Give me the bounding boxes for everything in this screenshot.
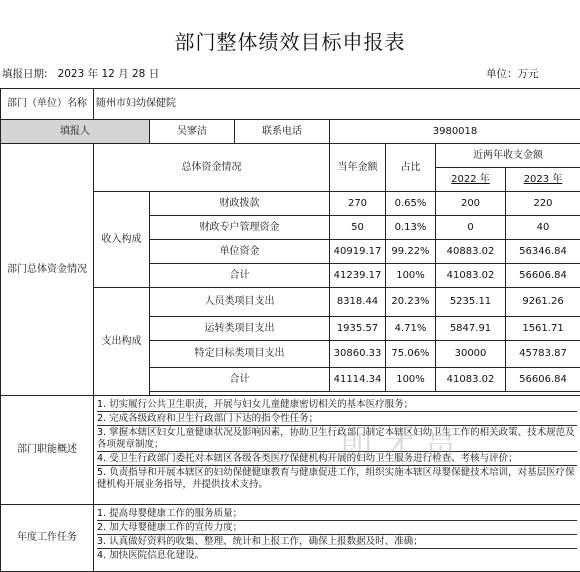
row-2022: 41083.02 [436, 264, 506, 288]
recent-header: 近两年收支金额 [436, 144, 580, 168]
row-item: 合计 [150, 368, 330, 392]
row-2023: 1561.71 [506, 317, 580, 341]
row-item: 合计 [150, 264, 330, 288]
row-item: 单位资金 [150, 240, 330, 264]
funds-section-label: 部门总体资金情况 [1, 144, 94, 396]
list-item: 5. 负责指导和开展本辖区的妇幼保健健康教育与健康促进工作，组织实施本辖区母婴保健技术培训，对基层医疗保健机构开展业务指导，并提供技术支持。 [97, 466, 577, 491]
row-ratio: 0.65% [386, 192, 436, 216]
row-2023: 45783.87 [506, 341, 580, 368]
list-item: 2. 加大母婴健康工作的宣传力度； [97, 521, 577, 535]
row-2022: 0 [436, 216, 506, 240]
list-item: 4. 受卫生行政部门委托对本辖区各级各类医疗保健机构开展的妇幼卫生服务进行检查、考核与评价； [97, 452, 577, 466]
row-item: 财政拨款 [150, 192, 330, 216]
row-item: 运转类项目支出 [150, 317, 330, 341]
fill-date-label: 填报日期: [2, 68, 48, 80]
row-2023: 56606.84 [506, 368, 580, 392]
overall-header: 总体资金情况 [94, 144, 330, 192]
row-amount: 8318.44 [330, 288, 386, 317]
row-ratio: 100% [386, 368, 436, 392]
dept-label: 部门（单位）名称 [1, 89, 94, 120]
row-item: 特定目标类项目支出 [150, 341, 330, 368]
row-2022: 5847.91 [436, 317, 506, 341]
dept-value: 随州市妇幼保健院 [94, 89, 580, 120]
ratio-header: 占比 [386, 144, 436, 192]
unit-label: 单位：万元 [486, 66, 539, 81]
row-2023: 56346.84 [506, 240, 580, 264]
row-2022: 41083.02 [436, 368, 506, 392]
phone-label: 联系电话 [235, 120, 330, 144]
row-amount: 1935.57 [330, 317, 386, 341]
row-ratio: 75.06% [386, 341, 436, 368]
filler-label: 填报人 [1, 120, 150, 144]
fill-date-value: 2023 年 12 月 28 日 [58, 68, 160, 80]
report-table [0, 88, 580, 572]
row-amount: 50 [330, 216, 386, 240]
row-2023: 9261.26 [506, 288, 580, 317]
row-ratio: 100% [386, 264, 436, 288]
year-2022-header: 2022 年 [436, 168, 506, 192]
row-2022: 200 [436, 192, 506, 216]
row-ratio: 20.23% [386, 288, 436, 317]
list-item: 1. 切实履行公共卫生职责，开展与妇女儿童健康密切相关的基本医疗服务； [97, 398, 577, 412]
expense-label: 支出构成 [94, 288, 150, 396]
row-2022: 30000 [436, 341, 506, 368]
list-item: 3. 掌握本辖区妇女儿童健康状况及影响因素，协助卫生行政部门制定本辖区妇幼卫生工作的相关政策、技术规范及各项规章制度； [97, 426, 577, 452]
fill-date [2, 66, 159, 81]
row-item: 人员类项目支出 [150, 288, 330, 317]
filler-value: 吴寥洁 [150, 120, 235, 144]
watermark: 即 才 员 [340, 422, 456, 468]
page-title: 部门整体绩效目标申报表 [0, 26, 580, 55]
row-amount: 270 [330, 192, 386, 216]
tasks-label: 年度工作任务 [1, 505, 94, 572]
income-label: 收入构成 [94, 192, 150, 288]
functions-list [94, 396, 580, 505]
row-amount: 40919.17 [330, 240, 386, 264]
row-amount: 41114.34 [330, 368, 386, 392]
list-item: 4. 加快医院信息化建设。 [97, 549, 577, 562]
row-ratio: 4.71% [386, 317, 436, 341]
tasks-list [94, 505, 580, 572]
list-item: 2. 完成各级政府和卫生行政部门下达的指令性任务； [97, 412, 577, 426]
list-item: 1. 提高母婴健康工作的服务质量； [97, 507, 577, 521]
row-2023: 40 [506, 216, 580, 240]
row-2022: 40883.02 [436, 240, 506, 264]
row-amount: 30860.33 [330, 341, 386, 368]
year-2023-header: 2023 年 [506, 168, 580, 192]
row-2023: 56606.84 [506, 264, 580, 288]
list-item: 3. 认真做好资料的收集、整理、统计和上报工作，确保上报数据及时、准确； [97, 535, 577, 549]
functions-label: 部门职能概述 [1, 396, 94, 505]
row-2022: 5235.11 [436, 288, 506, 317]
row-amount: 41239.17 [330, 264, 386, 288]
current-amount-header: 当年金额 [330, 144, 386, 192]
row-item: 财政专户管理资金 [150, 216, 330, 240]
row-2023: 220 [506, 192, 580, 216]
phone-value: 3980018 [330, 120, 580, 144]
row-ratio: 99.22% [386, 240, 436, 264]
row-ratio: 0.13% [386, 216, 436, 240]
